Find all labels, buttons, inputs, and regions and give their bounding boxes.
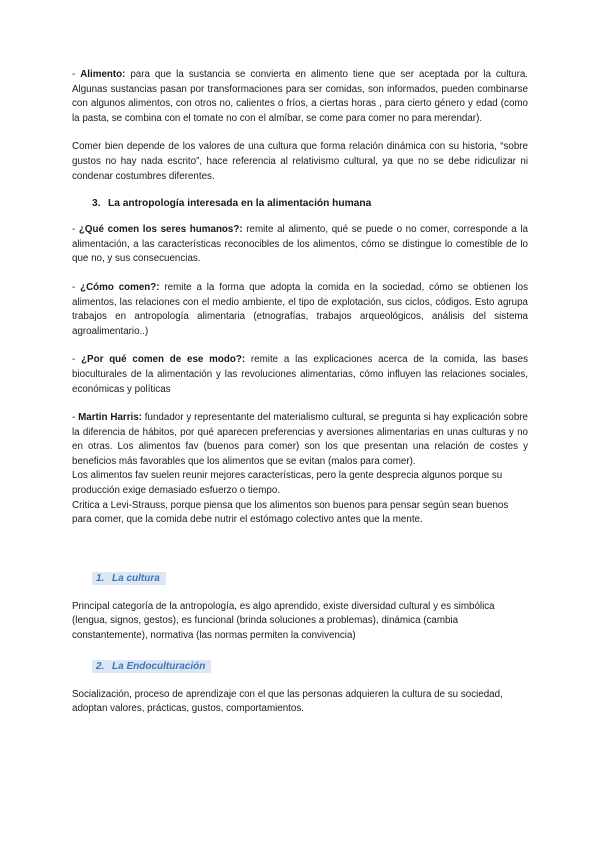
alimento-text: para que la sustancia se convierta en alimento tiene que ser aceptada por la cultura. Algunas sustancias pasan por transformaciones para ser comidas, son informados, pueden combinarse con algunos alimentos, con otros no, calientes o fríos, a ciertas horas , para cierto género y edad (como la pasta, se combina con el tomate no con el almíbar, se come para comer no para merendar). [72,69,529,124]
martin-harris-text: fundador y representante del materialismo cultural, se pregunta si hay explicación sobre la diferencia de hábitos, por qué aparecen preferencias y aversiones alimentarias en unas culturas y no en otras. Los alimentos fav (buenos para comer) son los que presentan una relación de costes y beneficios más favorables que los alimentos que se evitan (malos para comer). [72,412,528,467]
dash: - [72,69,81,80]
term-como-comen: ¿Cómo comen?: [80,281,160,293]
como-comen-text: remite a la forma que adopta la comida en la sociedad, cómo se obtienen los alimentos, las relaciones con el medio ambiente, el tipo de explotación, sus ciclos, códigos. Esto agrupa trabajos en antropología alimentaria (etnografías, trabajos arqueológicos, análisis del sistema agroalimentario..) [72,281,529,337]
heading-number: 1. [96,572,105,584]
heading-title: La antropología interesada en la alimentación humana [108,198,372,210]
paragraph-alimentos-fav: Los alimentos fav suelen reunir mejores características, pero la gente desprecia algunos porque su producción exige demasiado esfuerzo o tiempo. [72,470,503,497]
paragraph-martin-harris [72,411,528,469]
section-heading-endoculturacion [72,656,528,674]
paragraph-comer-bien: Comer bien depende de los valores de una cultura que forma relación dinámica con su historia, “sobre gustos no hay nada escrito”, hace referencia al relativismo cultural, ya que no se debe ridiculizar ni condenar costumbres diferentes. [72,141,528,182]
section-heading-cultura [72,568,528,586]
por-que-comen-text: remite a las explicaciones acerca de la comida, las bases bioculturales de la alimentación y las revoluciones alimentarias, cómo influyen las relaciones sociales, económicas y políticas [72,354,529,395]
que-comen-text: remite al alimento, qué se puede o no comer, corresponde a la alimentación, a las características reconocibles de los alimentos, cómo se distingue lo comestible de lo que no, y sus consecuencias. [72,224,529,265]
section-heading-3 [92,198,528,209]
dash: - [72,224,79,236]
heading-highlight [92,572,166,585]
heading-title: La Endoculturación [112,660,206,672]
paragraph-que-comen [72,223,528,267]
paragraph-cultura: Principal categoría de la antropología, es algo aprendido, existe diversidad cultural y es simbólica (lengua, signos, gestos), es funcional (brinda soluciones a problemas), dinámica (cambia constantemente), normativa (las normas permiten la convivencia) [72,600,495,642]
paragraph-por-que-comen [72,353,528,397]
heading-title: La cultura [112,572,160,584]
paragraph-critica-levi-strauss: Critica a Levi-Strauss, porque piensa que los alimentos son buenos para pensar según sean buenos para comer, que la comida debe nutrir el estómago colectivo antes que la mente. [72,499,509,526]
paragraph-endoculturacion: Socialización, proceso de aprendizaje con el que las personas adquieren la cultura de su sociedad, adoptan valores, prácticas, gustos, comportamientos. [72,688,503,715]
dash: - [72,354,82,366]
document-page [72,68,528,717]
dash: - [72,412,79,424]
paragraph-alimento [72,68,528,126]
paragraph-como-comen [72,281,528,339]
term-alimento: Alimento: [80,69,126,80]
term-por-que-comen: ¿Por qué comen de ese modo?: [81,354,246,366]
heading-number: 2. [96,660,105,672]
heading-number: 3. [92,198,101,210]
term-que-comen: ¿Qué comen los seres humanos?: [78,224,243,236]
dash: - [72,281,81,293]
heading-highlight [92,660,211,673]
term-martin-harris: Martin Harris: [78,412,142,424]
